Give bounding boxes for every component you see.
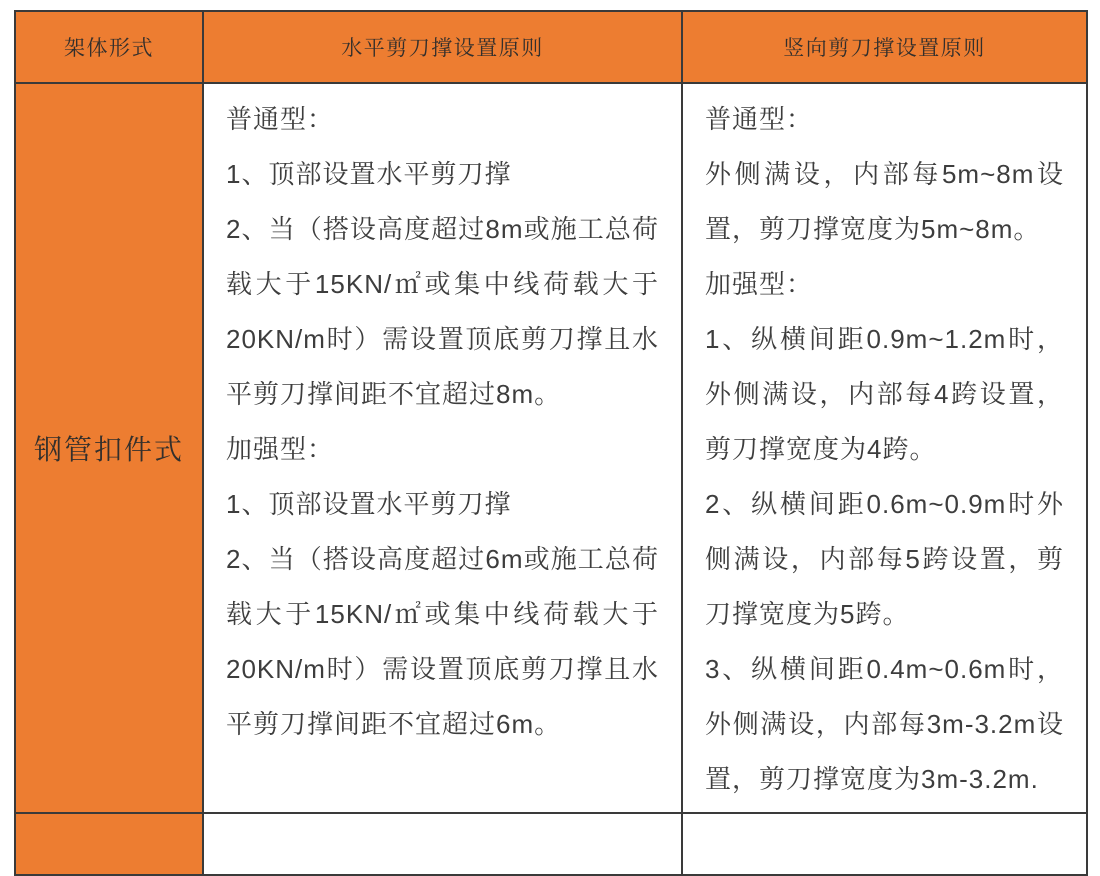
cell-next-row-horizontal bbox=[204, 814, 683, 874]
paragraph: 3、纵横间距0.4m~0.6m时，外侧满设，内部每3m-3.2m设置，剪刀撑宽度为3m-3.2m. bbox=[705, 654, 1064, 794]
paragraph: 1、顶部设置水平剪刀撑 bbox=[226, 489, 512, 519]
cell-horizontal-brace-rules bbox=[204, 84, 683, 814]
paragraph: 普通型： bbox=[226, 104, 335, 134]
cell-next-row-frame-type bbox=[16, 814, 204, 874]
paragraph: 1、顶部设置水平剪刀撑 bbox=[226, 159, 512, 189]
paragraph: 2、当（搭设高度超过8m或施工总荷载大于15KN/㎡或集中线荷载大于20KN/m时）需设置顶底剪刀撑且水平剪刀撑间距不宜超过8m。 bbox=[226, 214, 659, 409]
cell-frame-type: 钢管扣件式 bbox=[16, 84, 204, 814]
scaffold-brace-table bbox=[14, 10, 1088, 876]
paragraph: 加强型： bbox=[705, 269, 814, 299]
cell-next-row-vertical bbox=[683, 814, 1086, 874]
header-vertical-brace-principle: 竖向剪刀撑设置原则 bbox=[683, 12, 1086, 84]
paragraph: 外侧满设，内部每5m~8m设置，剪刀撑宽度为5m~8m。 bbox=[705, 159, 1064, 244]
paragraph: 2、当（搭设高度超过6m或施工总荷载大于15KN/㎡或集中线荷载大于20KN/m时）需设置顶底剪刀撑且水平剪刀撑间距不宜超过6m。 bbox=[226, 544, 659, 739]
paragraph: 2、纵横间距0.6m~0.9m时外侧满设，内部每5跨设置，剪刀撑宽度为5跨。 bbox=[705, 489, 1064, 629]
paragraph: 1、纵横间距0.9m~1.2m时，外侧满设，内部每4跨设置，剪刀撑宽度为4跨。 bbox=[705, 324, 1064, 464]
header-horizontal-brace-principle: 水平剪刀撑设置原则 bbox=[204, 12, 683, 84]
cell-vertical-brace-rules bbox=[683, 84, 1086, 814]
paragraph: 加强型： bbox=[226, 434, 335, 464]
paragraph: 普通型： bbox=[705, 104, 814, 134]
header-frame-type: 架体形式 bbox=[16, 12, 204, 84]
